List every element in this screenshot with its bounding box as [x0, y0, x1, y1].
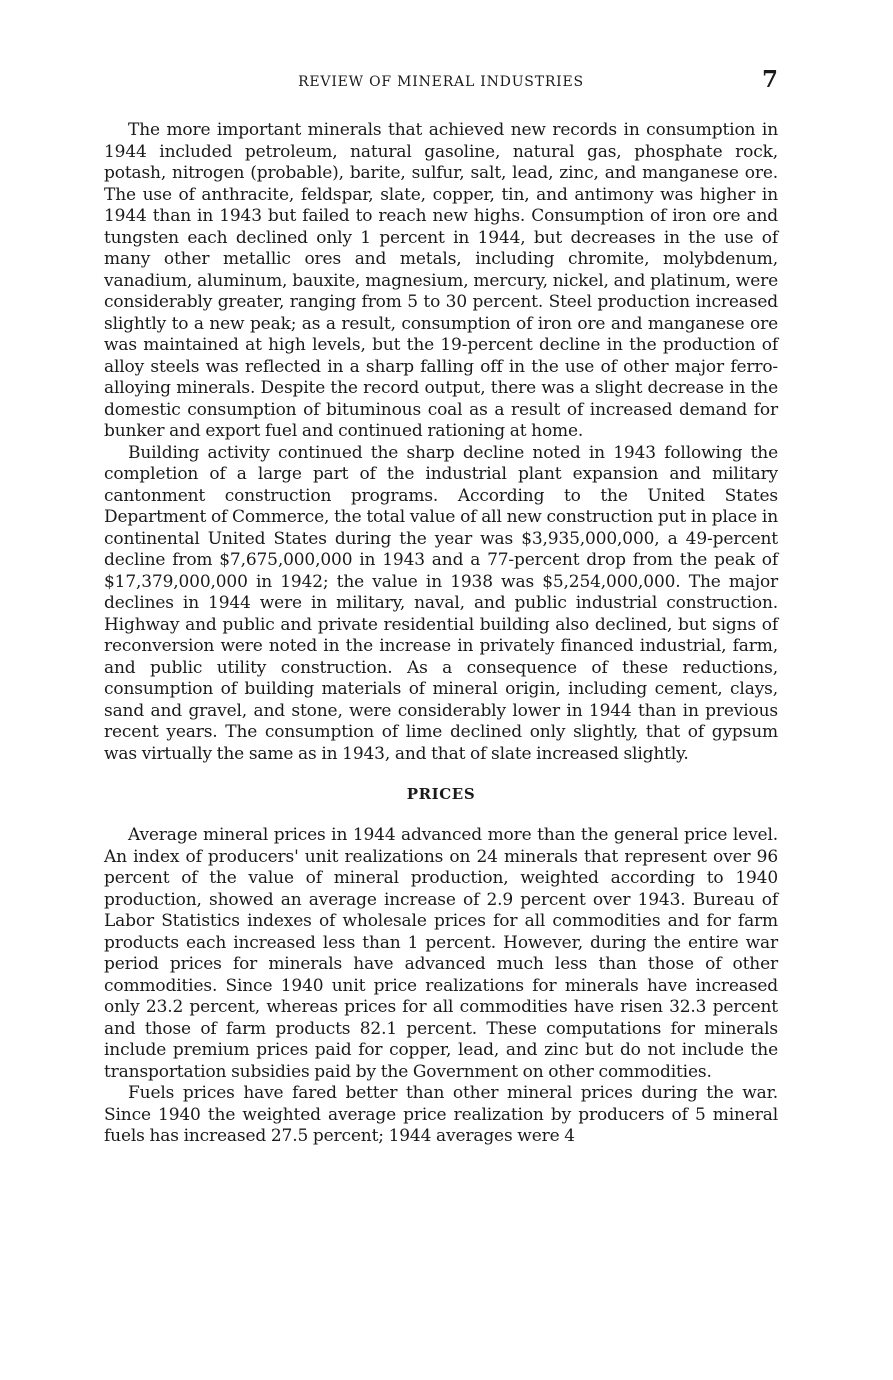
document-page [104, 66, 778, 1148]
paragraph-average-prices: Average mineral prices in 1944 advanced more than the general price level. An index of producers' unit realizations on 24 minerals that represent over 96 percent of the value of mineral production, weighted according to 1940 production, showed an average increase of 2.9 percent over 1943. Bureau of Labor Statistics indexes of wholesale prices for all commodities and for farm products each increased less than 1 percent. However, during the entire war period prices for minerals have advanced much less than those of other commodities. Since 1940 unit price realizations for minerals have increased only 23.2 percent, whereas prices for all commodities have risen 32.3 percent and those of farm products 82.1 percent. These computations for minerals include premium prices paid for copper, lead, and zinc but do not include the transportation subsidies paid by the Government on other commodities. [104, 825, 778, 1082]
section-heading-prices: PRICES [406, 785, 476, 803]
page-number: 7 [761, 66, 778, 93]
running-title: REVIEW OF MINERAL INDUSTRIES [298, 74, 584, 90]
running-head [104, 66, 778, 94]
paragraph-building-activity: Building activity continued the sharp decline noted in 1943 following the completion of a large part of the industrial plant expansion and military cantonment construction programs. According to the United States Department of Commerce, the total value of all new construction put in place in continental United States during the year was $3,935,000,000, a 49-percent decline from $7,675,000,000 in 1943 and a 77-percent drop from the peak of $17,379,000,000 in 1942; the value in 1938 was $5,254,000,000. The major declines in 1944 were in military, naval, and public industrial construction. Highway and public and private residential building also declined, but signs of reconversion were noted in the increase in privately financed industrial, farm, and public utility construction. As a consequence of these reductions, consumption of building materials of mineral origin, including cement, clays, sand and gravel, and stone, were considerably lower in 1944 than in previous recent years. The consumption of lime declined only slightly, that of gypsum was virtually the same as in 1943, and that of slate increased slightly. [104, 442, 778, 764]
paragraph-consumption-records: The more important minerals that achieved new records in consumption in 1944 included petroleum, natural gasoline, natural gas, phosphate rock, potash, nitrogen (probable), barite, sulfur, salt, lead, zinc, and manganese ore. The use of anthracite, feldspar, slate, copper, tin, and antimony was higher in 1944 than in 1943 but failed to reach new highs. Consumption of iron ore and tungsten each declined only 1 percent in 1944, but decreases in the use of many other metallic ores and metals, including chromite, molybdenum, vanadium, aluminum, bauxite, magnesium, mercury, nickel, and platinum, were considerably greater, ranging from 5 to 30 percent. Steel production increased slightly to a new peak; as a result, consumption of iron ore and manganese ore was maintained at high levels, but the 19-percent decline in the production of alloy steels was reflected in a sharp falling off in the use of other major ferro-alloying minerals. Despite the record output, there was a slight decrease in the domestic consumption of bituminous coal as a result of increased demand for bunker and export fuel and continued rationing at home. [104, 120, 778, 441]
paragraph-fuel-prices: Fuels prices have fared better than other mineral prices during the war. Since 1940 the weighted average price realization by producers of 5 mineral fuels has increased 27.5 percent; 1944 averages were 4 [104, 1083, 778, 1146]
